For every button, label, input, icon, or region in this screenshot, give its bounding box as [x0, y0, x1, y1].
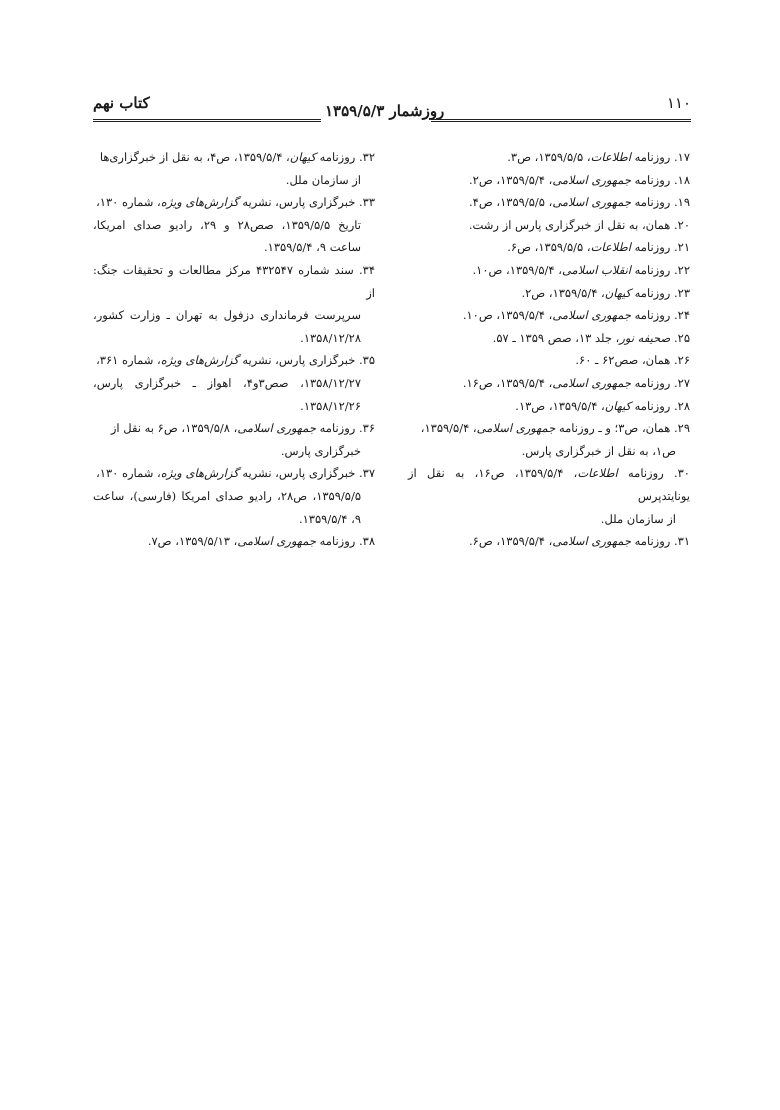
footnote [408, 169, 690, 192]
footnote-source-title: جمهوری اسلامی [552, 375, 631, 390]
footnote [408, 191, 690, 214]
footnote-text: همان، صص۶۲ ـ ۶۰. [575, 353, 671, 368]
footnote-text: ، ۱۳۵۹/۵/۴، ص۱۰. [462, 308, 553, 323]
footnote-text: ، ۱۳۵۹/۵/۵، ص۳. [507, 150, 591, 164]
footnote [93, 349, 375, 417]
footnote-text: همان، به نقل از خبرگزاری پارس از رشت. [468, 217, 671, 232]
footnote-text: ، ۱۳۵۹/۵/۴، ص۱۰. [472, 262, 562, 277]
footnote-number: ۱۷. [670, 150, 690, 164]
footnote-text: ، ۱۳۵۹/۵/۵، ص۴. [469, 195, 553, 210]
footnote-text: روزنامه [630, 172, 671, 187]
header-rule-left [93, 119, 321, 122]
footnote-number: ۳۰. [663, 466, 690, 481]
footnote-source-title: کیهان [604, 398, 631, 413]
footnote-source-title: جمهوری اسلامی [552, 308, 631, 323]
footnote [408, 259, 690, 282]
footnote-text: ، ۱۳۵۹/۵/۱۳، ص۷. [147, 534, 238, 549]
footnote-continuation: ۱۳۵۸/۱۲/۲۷، صص۳و۴، اهواز ـ خبرگزاری پارس، ۱۳۵۸/۱۲/۲۶. [93, 375, 361, 413]
footnote-number: ۱۹. [670, 195, 690, 210]
footnote-number: ۳۷. [355, 466, 375, 481]
footnote-number: ۱۸. [670, 172, 690, 187]
footnote [408, 327, 690, 350]
footnote [93, 259, 375, 349]
footnote-source-title: جمهوری اسلامی [237, 534, 316, 549]
footnote-text: سند شماره ۴۳۲۵۴۷ مرکز مطالعات و تحقیقات جنگ: از [93, 262, 375, 300]
footnote-number: ۳۸. [355, 534, 375, 549]
header-rule-right [431, 119, 691, 122]
footnote-text: ، ۱۳۵۹/۵/۴، [420, 421, 477, 436]
footnote-source-title: صحیفه نور [619, 330, 671, 345]
footnote-source-title: جمهوری اسلامی [552, 195, 631, 210]
footnote [93, 191, 375, 259]
footnote [408, 417, 690, 462]
footnote-text: روزنامه [617, 466, 664, 481]
footnote-text: خبرگزاری پارس، نشریه [238, 466, 356, 481]
footnote-number: ۲۷. [670, 375, 690, 390]
footnote-source-title: کیهان [289, 150, 316, 164]
footnote-text: ، ۱۳۵۹/۵/۵، ص۶. [507, 240, 591, 255]
footnote-source-title: کیهان [604, 285, 631, 300]
footnote-number: ۲۲. [670, 262, 690, 277]
footnote-text: روزنامه [630, 150, 671, 164]
footnote-text: ، ۱۳۵۹/۵/۴، ص۱۳. [515, 398, 605, 413]
footnote-number: ۳۶. [355, 421, 375, 436]
footnote-text: روزنامه [630, 285, 671, 300]
footnote [93, 462, 375, 530]
footnote-text: ، ۱۳۵۹/۵/۸، ص۶ به نقل از [110, 421, 238, 436]
footnote [408, 349, 690, 372]
footnote-text: ، شماره ۳۶۱، [96, 353, 161, 368]
footnotes-right-column [408, 146, 690, 553]
footnote-source-title: جمهوری اسلامی [237, 421, 316, 436]
footnote-number: ۳۵. [355, 353, 375, 368]
footnote-source-title: جمهوری اسلامی [552, 172, 631, 187]
footnote-source-title: انقلاب اسلامی [561, 262, 631, 277]
footnote-source-title: اطلاعات [590, 240, 631, 255]
footnote-text: ، ۱۳۵۹/۵/۴، ص۴، به نقل از خبرگزاری‌ها [99, 150, 290, 164]
footnote [408, 304, 690, 327]
footnote-text: روزنامه [630, 375, 671, 390]
footnotes-left-column [93, 146, 375, 553]
footnote [93, 417, 375, 462]
footnote-continuation: از سازمان ملل. [600, 511, 676, 526]
footnote-text: ، ۱۳۵۹/۵/۴، ص۲. [469, 172, 553, 187]
footnote-continuation: تاریخ ۱۳۵۹/۵/۵، صص۲۸ و ۲۹، رادیو صدای امریکا، ساعت ۹، ۱۳۵۹/۵/۴. [93, 217, 361, 255]
footnote-text: روزنامه [630, 534, 671, 549]
footnote-text: ، ۱۳۵۹/۵/۴، ص۱۶. [462, 375, 553, 390]
footnote-source-title: جمهوری اسلامی [476, 421, 556, 436]
footnote-number: ۳۳. [355, 195, 375, 210]
footnote-number: ۳۲. [355, 150, 375, 164]
footnote-text: ، ۱۳۵۹/۵/۴، ص۱۶، به نقل از یونایتدپرس [408, 466, 690, 503]
running-title: روزشمار ۱۳۵۹/۵/۳ [325, 102, 445, 120]
footnote [93, 146, 375, 191]
footnote-continuation: ۱۳۵۹/۵/۵، ص۲۸، رادیو صدای امریکا (فارسی)، ساعت ۹، ۱۳۵۹/۵/۴. [93, 488, 361, 526]
footnote [408, 214, 690, 237]
footnote [408, 395, 690, 418]
footnote-source-title: گزارش‌های ویژه [160, 353, 239, 368]
footnote-number: ۲۵. [670, 330, 690, 345]
footnote [408, 146, 690, 169]
footnote-text: روزنامه [630, 195, 671, 210]
footnote-source-title: اطلاعات [590, 150, 631, 164]
footnote-text: روزنامه [630, 308, 671, 323]
footnote [408, 372, 690, 395]
footnote [408, 236, 690, 259]
footnote-text: ، جلد ۱۳، صص ۱۳۵۹ ـ ۵۷. [492, 330, 620, 345]
footnote [93, 530, 375, 553]
footnote-text: روزنامه [315, 150, 356, 164]
page-number: ۱۱۰ [666, 94, 691, 112]
footnote [408, 462, 690, 530]
footnote-text: خبرگزاری پارس، نشریه [238, 353, 356, 368]
footnote-number: ۲۱. [670, 240, 690, 255]
footnote-number: ۲۶. [670, 353, 690, 368]
footnote-text: ، شماره ۱۳۰، [96, 466, 161, 481]
footnote-text: روزنامه [630, 240, 671, 255]
footnote-text: ، ۱۳۵۹/۵/۴، ص۲. [521, 285, 605, 300]
footnote-number: ۲۰. [670, 217, 690, 232]
footnote-number: ۲۴. [670, 308, 690, 323]
footnote-source-title: گزارش‌های ویژه [160, 195, 239, 210]
footnote-continuation: ص۱، به نقل از خبرگزاری پارس. [521, 443, 676, 458]
footnote-continuation: خبرگزاری پارس. [280, 443, 361, 458]
footnote-number: ۲۸. [670, 398, 690, 413]
page-header [93, 92, 691, 124]
footnote-source-title: گزارش‌های ویژه [160, 466, 239, 481]
footnote-text: روزنامه [315, 421, 356, 436]
footnote-text: ، شماره ۱۳۰، [96, 195, 161, 210]
footnote [408, 530, 690, 553]
footnote-continuation: سرپرست فرمانداری دزفول به تهران ـ وزارت کشور، ۱۳۵۸/۱۲/۲۸. [93, 308, 361, 345]
footnote-number: ۳۴. [353, 262, 375, 277]
footnote-text: ، ۱۳۵۹/۵/۴، ص۶. [469, 534, 553, 549]
footnote-text: خبرگزاری پارس، نشریه [238, 195, 356, 210]
book-title: کتاب نهم [93, 94, 150, 112]
footnote-number: ۲۳. [670, 285, 690, 300]
footnote-source-title: جمهوری اسلامی [552, 534, 631, 549]
footnote-text: همان، ص۳؛ و ـ روزنامه [555, 421, 671, 436]
footnote-number: ۳۱. [670, 534, 690, 549]
footnote-text: روزنامه [630, 262, 671, 277]
footnote-continuation: از سازمان ملل. [285, 172, 361, 187]
footnote-number: ۲۹. [670, 421, 690, 436]
footnote-source-title: اطلاعات [577, 466, 618, 481]
footnote [408, 282, 690, 305]
footnote-text: روزنامه [630, 398, 671, 413]
footnote-text: روزنامه [315, 534, 356, 549]
